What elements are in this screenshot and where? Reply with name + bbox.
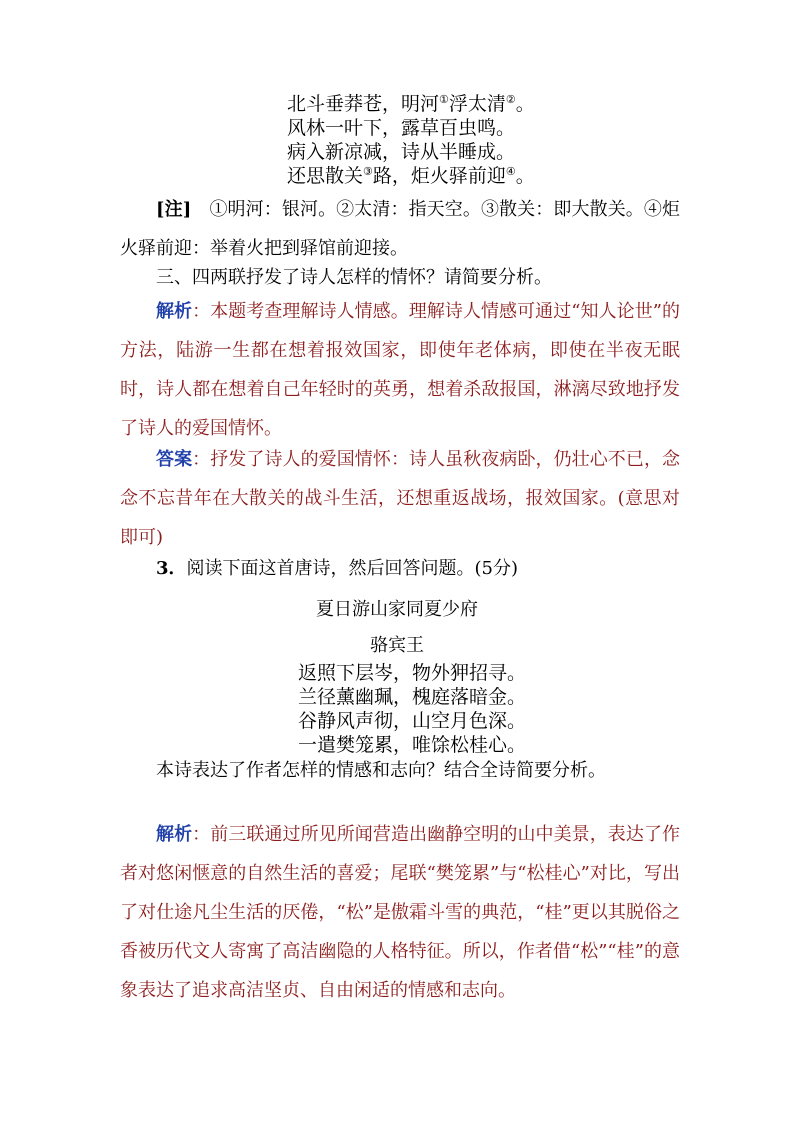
question-number: 3． <box>156 558 187 579</box>
poem-text: 还思散关 <box>287 165 364 187</box>
poem-text: 北斗垂莽苍，明河 <box>287 93 440 115</box>
poem-1-line-1 <box>287 92 535 116</box>
poem-1-line-3 <box>287 140 535 164</box>
analysis-label: 解析 <box>156 824 193 845</box>
poem-2 <box>298 661 526 757</box>
analysis-text: ：前三联通过所见所闻营造出幽静空明的山中美景，表达了作者对悠闲惬意的自然生活的喜爱；尾联“樊笼累”与“松桂心”对比，写出了对仕途凡尘生活的厌倦，“松”是傲霜斗雪的典范，“桂”更以其脱俗之香被历代文人寄寓了高洁幽隐的人格特征。所以，作者借“松”“桂”的意象表达了追求高洁坚贞、自由闲适的情感和志向。 <box>120 824 681 1001</box>
analysis-1 <box>120 292 680 448</box>
poem-1-line-4 <box>287 164 535 188</box>
poem-2-line: 一遣樊笼累，唯馀松桂心。 <box>298 734 527 756</box>
note-label: [注] <box>156 199 192 220</box>
poem-2-author: 骆宾王 <box>370 635 424 656</box>
question-text: 三、四两联抒发了诗人怎样的情怀？请简要分析。 <box>156 267 552 288</box>
analysis-2 <box>120 815 680 1010</box>
question-3 <box>120 549 680 588</box>
poem-text: 。 <box>515 93 535 115</box>
note-text: ①明河：银河。②太清：指天空。③散关：即大散关。④炬火驿前迎：举着火把到驿馆前迎接。 <box>120 199 680 259</box>
question-text: 阅读下面这首唐诗，然后回答问题。(5分) <box>186 558 519 579</box>
question-text: 本诗表达了作者怎样的情感和志向？结合全诗简要分析。 <box>156 760 606 781</box>
poem-1 <box>287 92 535 188</box>
poem-text: 浮太清 <box>448 93 506 115</box>
footnote-mark: ② <box>505 93 516 106</box>
poem-text: 。 <box>515 165 535 187</box>
poem-2-line: 谷静风声彻，山空月色深。 <box>298 710 527 732</box>
poem-text: 风林一叶下，露草百虫鸣。 <box>287 117 516 139</box>
analysis-label: 解析 <box>156 301 193 322</box>
poem-1-line-2 <box>287 116 535 140</box>
analysis-text: ：本题考查理解诗人情感。理解诗人情感可通过“知人论世”的方法，陆游一生都在想着报效国家，即使年老体病，即使在半夜无眠时，诗人都在想着自己年轻时的英勇，想着杀敌报国，淋漓尽致地抒发了诗人的爱国情怀。 <box>120 301 681 439</box>
footnote-mark: ③ <box>363 165 373 178</box>
answer-label: 答案 <box>156 449 193 470</box>
answer-1 <box>120 440 680 557</box>
question-2 <box>120 751 680 790</box>
footnote-mark: ① <box>439 93 449 106</box>
poem-2-line: 兰径薰幽珮，槐庭落暗金。 <box>298 686 527 708</box>
answer-text: ：抒发了诗人的爱国情怀：诗人虽秋夜病卧，仍壮心不已，念念不忘昔年在大散关的战斗生活，还想重返战场，报效国家。(意思对即可) <box>120 449 681 548</box>
poem-text: 病入新凉减，诗从半睡成。 <box>287 141 516 163</box>
poem-2-line: 返照下层岑，物外狎招寻。 <box>298 662 527 684</box>
poem-2-title: 夏日游山家同夏少府 <box>316 599 478 620</box>
poem-note <box>120 190 680 268</box>
poem-text: 路，炬火驿前迎 <box>372 165 506 187</box>
footnote-mark: ④ <box>505 165 516 178</box>
